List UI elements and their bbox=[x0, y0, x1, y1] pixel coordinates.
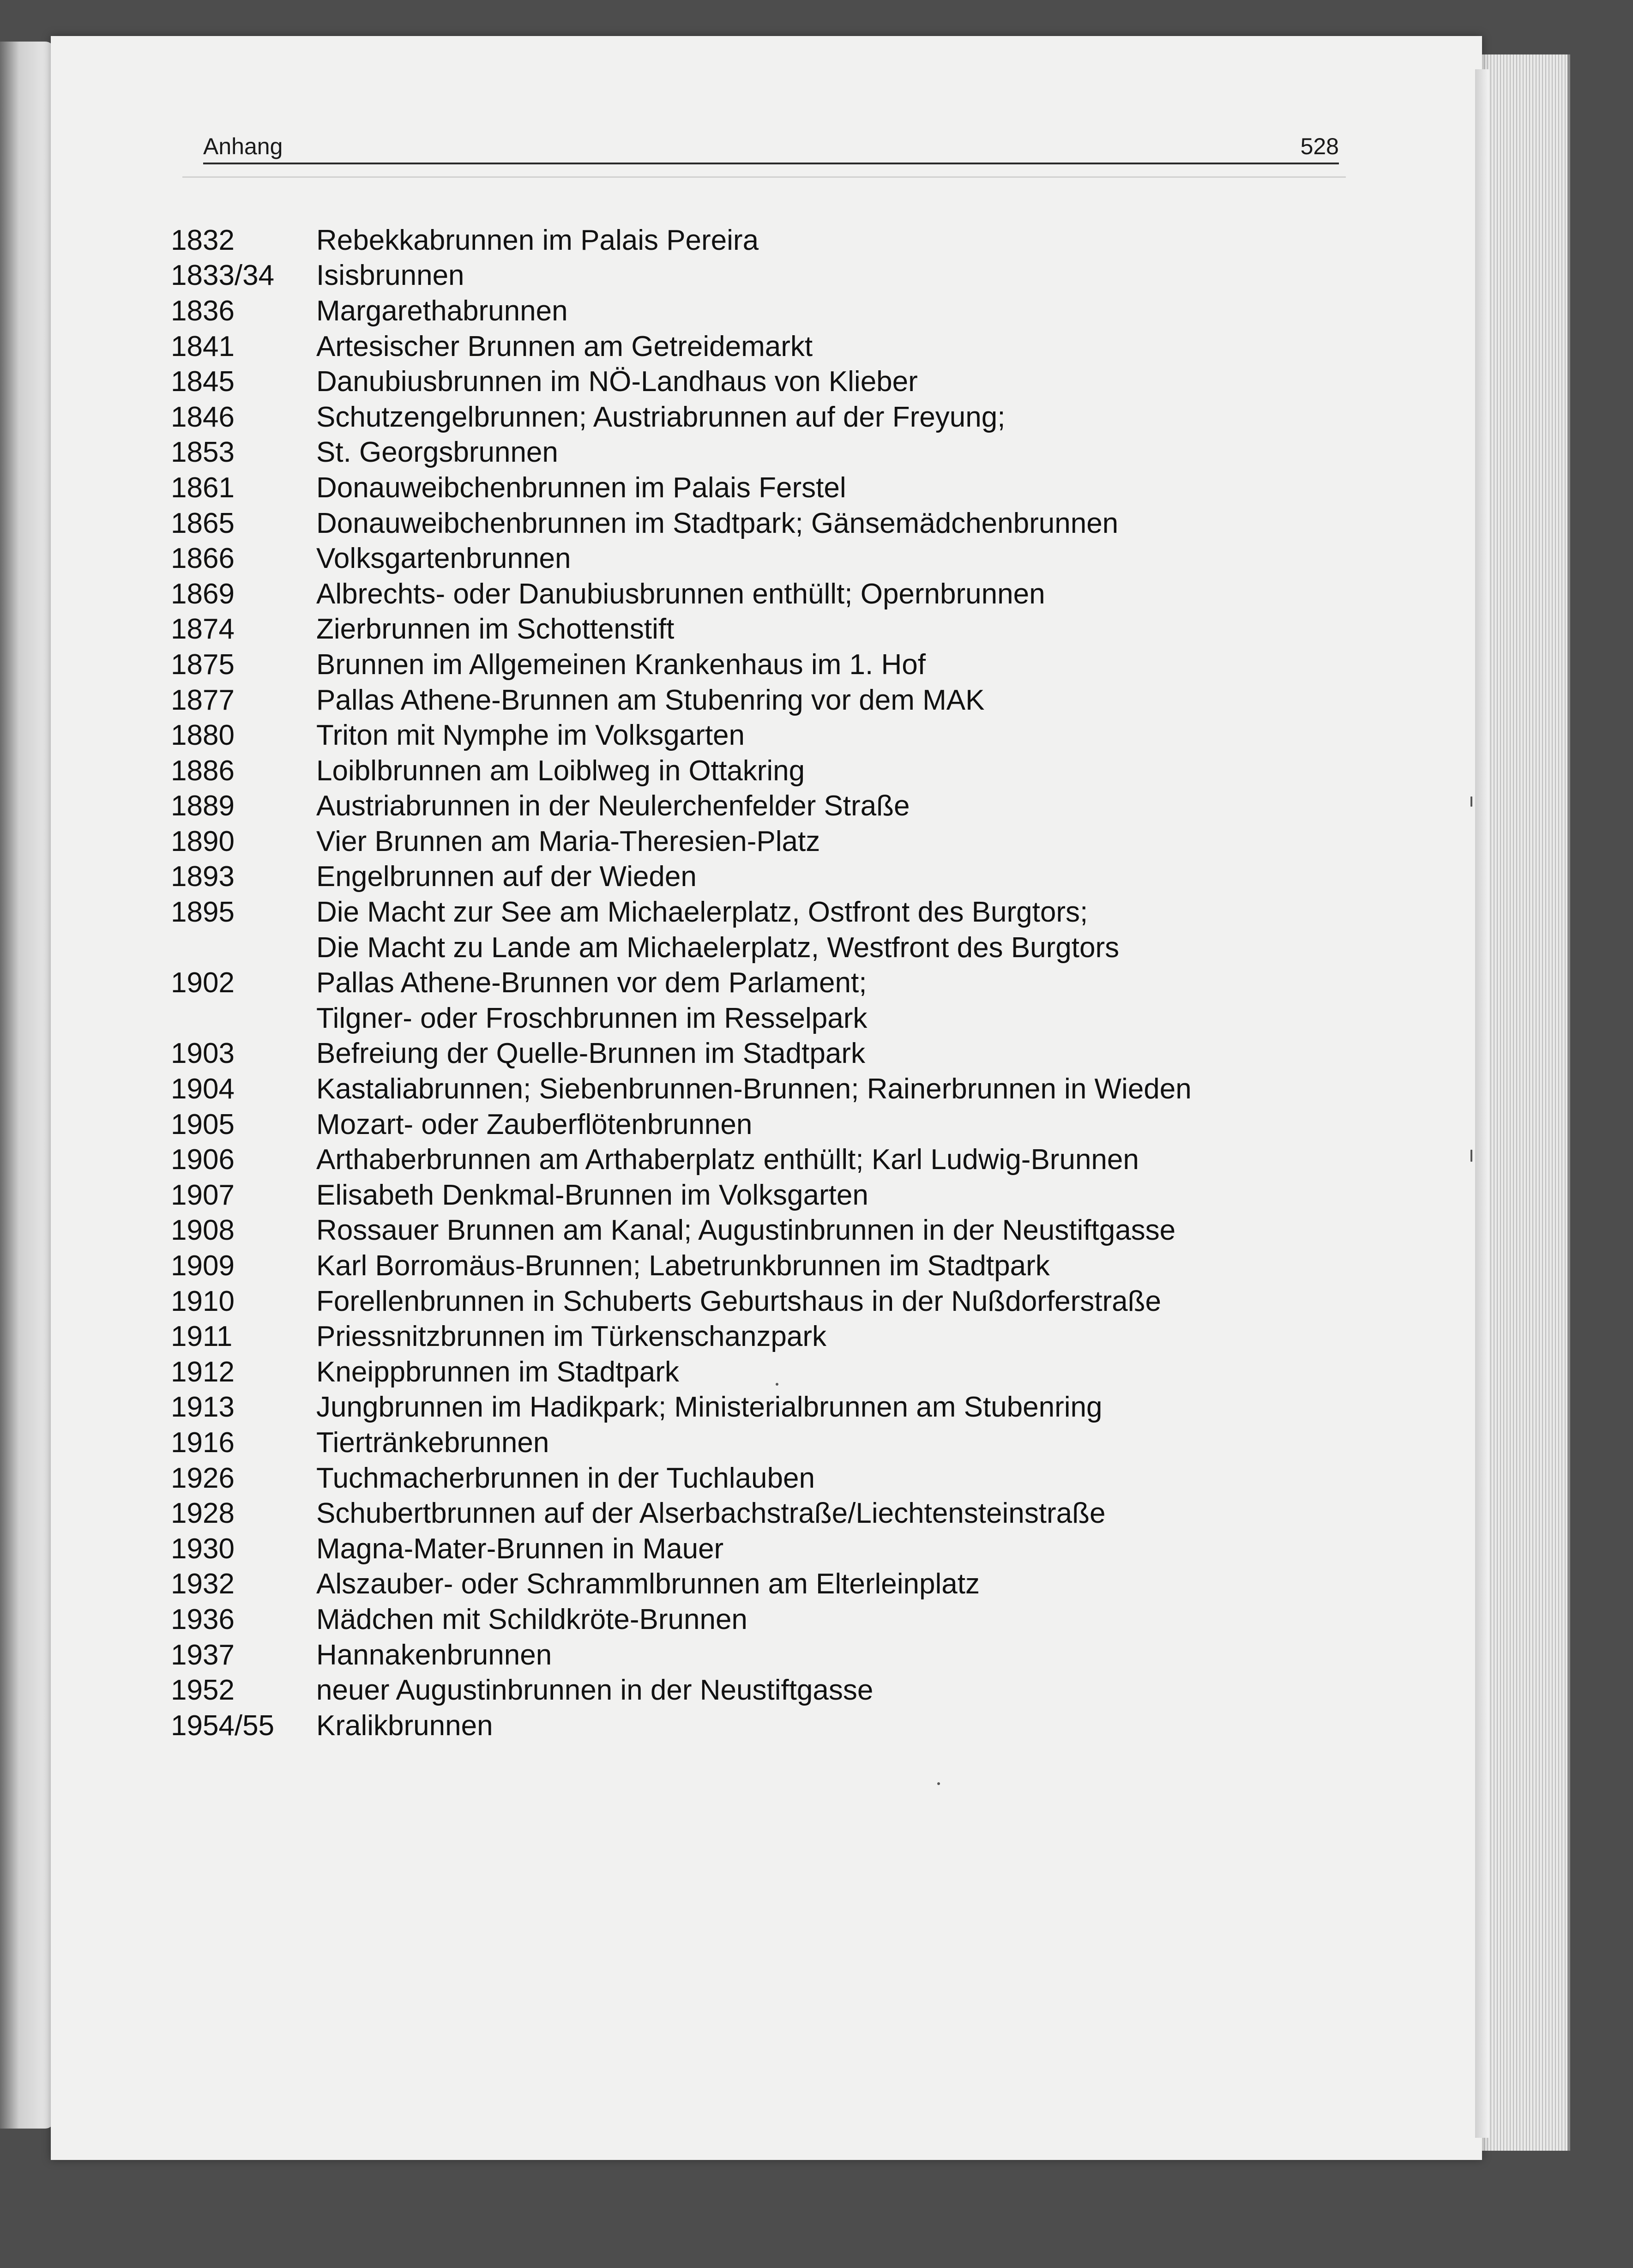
entry-text: Artesischer Brunnen am Getreidemarkt bbox=[316, 330, 813, 362]
entry-year: 1907 bbox=[171, 1179, 235, 1211]
entry-year: 1908 bbox=[171, 1214, 235, 1247]
list-item bbox=[171, 1071, 1325, 1107]
page-stack-edge bbox=[1475, 54, 1570, 2151]
list-item bbox=[171, 647, 1325, 682]
running-header bbox=[203, 129, 1339, 164]
list-item bbox=[171, 541, 1325, 576]
list-item bbox=[171, 1177, 1325, 1213]
entry-text: Kralikbrunnen bbox=[316, 1709, 493, 1742]
entry-text: Tilgner- oder Froschbrunnen im Resselpark bbox=[316, 1002, 868, 1034]
entry-text: Rebekkabrunnen im Palais Pereira bbox=[316, 224, 759, 256]
entry-year: 1890 bbox=[171, 825, 235, 857]
list-item bbox=[171, 753, 1325, 789]
entry-text: Hannakenbrunnen bbox=[316, 1639, 552, 1671]
entry-year: 1903 bbox=[171, 1037, 235, 1070]
entry-text: Albrechts- oder Danubiusbrunnen enthüllt; Opernbrunnen bbox=[316, 578, 1045, 610]
entry-year: 1906 bbox=[171, 1144, 235, 1176]
list-item bbox=[171, 789, 1325, 824]
entry-text: Schubertbrunnen auf der Alserbachstraße/Liechtensteinstraße bbox=[316, 1497, 1106, 1530]
entry-text: Pallas Athene-Brunnen vor dem Parlament; bbox=[316, 967, 867, 999]
entry-year: 1866 bbox=[171, 543, 235, 575]
entry-year: 1936 bbox=[171, 1603, 235, 1635]
list-item bbox=[171, 329, 1325, 364]
entry-text: Magna-Mater-Brunnen in Mauer bbox=[316, 1532, 724, 1565]
entry-year: 1865 bbox=[171, 507, 235, 539]
entry-year: 1916 bbox=[171, 1426, 235, 1459]
entry-text: Austriabrunnen in der Neulerchenfelder Straße bbox=[316, 790, 910, 822]
entry-year: 1833/34 bbox=[171, 259, 275, 292]
list-item bbox=[171, 682, 1325, 718]
page-edge-mark bbox=[1470, 1150, 1472, 1162]
list-item bbox=[171, 1672, 1325, 1708]
list-item bbox=[171, 1531, 1325, 1567]
entry-year: 1893 bbox=[171, 861, 235, 893]
list-item bbox=[171, 1107, 1325, 1142]
entry-year: 1905 bbox=[171, 1108, 235, 1140]
entry-year: 1832 bbox=[171, 224, 235, 256]
entry-text: Rossauer Brunnen am Kanal; Augustinbrunnen in der Neustiftgasse bbox=[316, 1214, 1176, 1247]
entry-text: Mädchen mit Schildkröte-Brunnen bbox=[316, 1603, 747, 1635]
entry-year: 1853 bbox=[171, 436, 235, 469]
entry-text: Karl Borromäus-Brunnen; Labetrunkbrunnen im Stadtpark bbox=[316, 1250, 1050, 1282]
list-item bbox=[171, 1496, 1325, 1531]
entry-year: 1928 bbox=[171, 1497, 235, 1530]
list-item bbox=[171, 364, 1325, 399]
list-item bbox=[171, 1248, 1325, 1284]
entry-year: 1952 bbox=[171, 1674, 235, 1707]
entry-year: 1902 bbox=[171, 967, 235, 999]
list-item bbox=[171, 1708, 1325, 1743]
entry-year: 1911 bbox=[171, 1321, 233, 1353]
entry-text: Danubiusbrunnen im NÖ-Landhaus von Klieber bbox=[316, 366, 918, 398]
entry-year: 1930 bbox=[171, 1532, 235, 1565]
list-item bbox=[171, 470, 1325, 506]
list-item bbox=[171, 930, 1325, 965]
list-item bbox=[171, 1602, 1325, 1637]
entry-year: 1841 bbox=[171, 330, 235, 362]
entry-text: Tuchmacherbrunnen in der Tuchlauben bbox=[316, 1462, 815, 1494]
entry-text: Tiertränkebrunnen bbox=[316, 1426, 549, 1459]
entry-year: 1910 bbox=[171, 1285, 235, 1317]
entry-text: Engelbrunnen auf der Wieden bbox=[316, 861, 697, 893]
list-item bbox=[171, 1213, 1325, 1249]
list-item bbox=[171, 1319, 1325, 1354]
list-item bbox=[171, 894, 1325, 930]
list-item bbox=[171, 258, 1325, 294]
entry-text: Arthaberbrunnen am Arthaberplatz enthüllt; Karl Ludwig-Brunnen bbox=[316, 1144, 1139, 1176]
entry-year: 1836 bbox=[171, 295, 235, 327]
entry-text: Alszauber- oder Schrammlbrunnen am Elterleinplatz bbox=[316, 1568, 980, 1600]
list-item bbox=[171, 435, 1325, 470]
list-item bbox=[171, 293, 1325, 329]
entry-text: Priessnitzbrunnen im Türkenschanzpark bbox=[316, 1321, 827, 1353]
entry-text: Kneippbrunnen im Stadtpark bbox=[316, 1356, 679, 1388]
entry-text: Elisabeth Denkmal-Brunnen im Volksgarten bbox=[316, 1179, 868, 1211]
entry-text: Die Macht zur See am Michaelerplatz, Ostfront des Burgtors; bbox=[316, 896, 1088, 929]
entry-text: Donauweibchenbrunnen im Palais Ferstel bbox=[316, 471, 846, 504]
entry-year: 1880 bbox=[171, 719, 235, 752]
list-item bbox=[171, 223, 1325, 258]
list-item bbox=[171, 1001, 1325, 1036]
entry-year: 1869 bbox=[171, 578, 235, 610]
list-item bbox=[171, 1142, 1325, 1177]
page-number: 528 bbox=[1300, 133, 1339, 159]
entry-text: Vier Brunnen am Maria-Theresien-Platz bbox=[316, 825, 820, 857]
list-item bbox=[171, 1354, 1325, 1390]
list-item bbox=[171, 1460, 1325, 1496]
header-title: Anhang bbox=[203, 133, 283, 159]
list-item bbox=[171, 859, 1325, 895]
list-item bbox=[171, 824, 1325, 859]
entry-year: 1912 bbox=[171, 1356, 235, 1388]
entry-year: 1846 bbox=[171, 401, 235, 433]
entry-text: Pallas Athene-Brunnen am Stubenring vor dem MAK bbox=[316, 684, 985, 716]
list-item bbox=[171, 506, 1325, 541]
list-item bbox=[171, 1036, 1325, 1072]
list-item bbox=[171, 1637, 1325, 1673]
entry-year: 1954/55 bbox=[171, 1709, 275, 1742]
entry-text: Forellenbrunnen in Schuberts Geburtshaus in der Nußdorferstraße bbox=[316, 1285, 1161, 1317]
page-gutter-shadow bbox=[1475, 69, 1489, 2138]
list-item bbox=[171, 1390, 1325, 1425]
entry-year: 1874 bbox=[171, 613, 235, 645]
entry-year: 1926 bbox=[171, 1462, 235, 1494]
fountain-chronology-list bbox=[171, 223, 1325, 1743]
entry-text: Triton mit Nymphe im Volksgarten bbox=[316, 719, 745, 752]
entry-text: Befreiung der Quelle-Brunnen im Stadtpark bbox=[316, 1037, 865, 1070]
list-item bbox=[171, 1425, 1325, 1460]
entry-text: St. Georgsbrunnen bbox=[316, 436, 558, 469]
entry-text: Die Macht zu Lande am Michaelerplatz, Westfront des Burgtors bbox=[316, 931, 1120, 964]
entry-text: Jungbrunnen im Hadikpark; Ministerialbrunnen am Stubenring bbox=[316, 1391, 1103, 1424]
list-item bbox=[171, 718, 1325, 753]
list-item bbox=[171, 965, 1325, 1001]
entry-text: neuer Augustinbrunnen in der Neustiftgasse bbox=[316, 1674, 874, 1707]
entry-year: 1895 bbox=[171, 896, 235, 929]
entry-text: Donauweibchenbrunnen im Stadtpark; Gänsemädchenbrunnen bbox=[316, 507, 1119, 539]
list-item bbox=[171, 612, 1325, 647]
entry-year: 1845 bbox=[171, 366, 235, 398]
entry-year: 1937 bbox=[171, 1639, 235, 1671]
entry-text: Brunnen im Allgemeinen Krankenhaus im 1. Hof bbox=[316, 648, 926, 681]
entry-year: 1932 bbox=[171, 1568, 235, 1600]
entry-text: Loiblbrunnen am Loiblweg in Ottakring bbox=[316, 754, 805, 787]
entry-year: 1904 bbox=[171, 1073, 235, 1105]
entry-year: 1861 bbox=[171, 471, 235, 504]
entry-text: Zierbrunnen im Schottenstift bbox=[316, 613, 675, 645]
entry-year: 1889 bbox=[171, 790, 235, 822]
entry-text: Kastaliabrunnen; Siebenbrunnen-Brunnen; Rainerbrunnen in Wieden bbox=[316, 1073, 1192, 1105]
entry-text: Volksgartenbrunnen bbox=[316, 543, 571, 575]
page-edge-mark bbox=[1470, 796, 1472, 807]
entry-year: 1877 bbox=[171, 684, 235, 716]
entry-year: 1886 bbox=[171, 754, 235, 787]
entry-text: Isisbrunnen bbox=[316, 259, 464, 292]
entry-year: 1913 bbox=[171, 1391, 235, 1424]
entry-text: Schutzengelbrunnen; Austriabrunnen auf der Freyung; bbox=[316, 401, 1006, 433]
list-item bbox=[171, 1567, 1325, 1602]
speck-mark bbox=[776, 1383, 778, 1386]
speck-mark bbox=[937, 1782, 940, 1785]
facing-page-edge bbox=[0, 42, 54, 2129]
list-item bbox=[171, 399, 1325, 435]
entry-text: Margarethabrunnen bbox=[316, 295, 568, 327]
list-item bbox=[171, 576, 1325, 612]
list-item bbox=[171, 1284, 1325, 1319]
entry-year: 1875 bbox=[171, 648, 235, 681]
entry-text: Mozart- oder Zauberflötenbrunnen bbox=[316, 1108, 753, 1140]
entry-year: 1909 bbox=[171, 1250, 235, 1282]
